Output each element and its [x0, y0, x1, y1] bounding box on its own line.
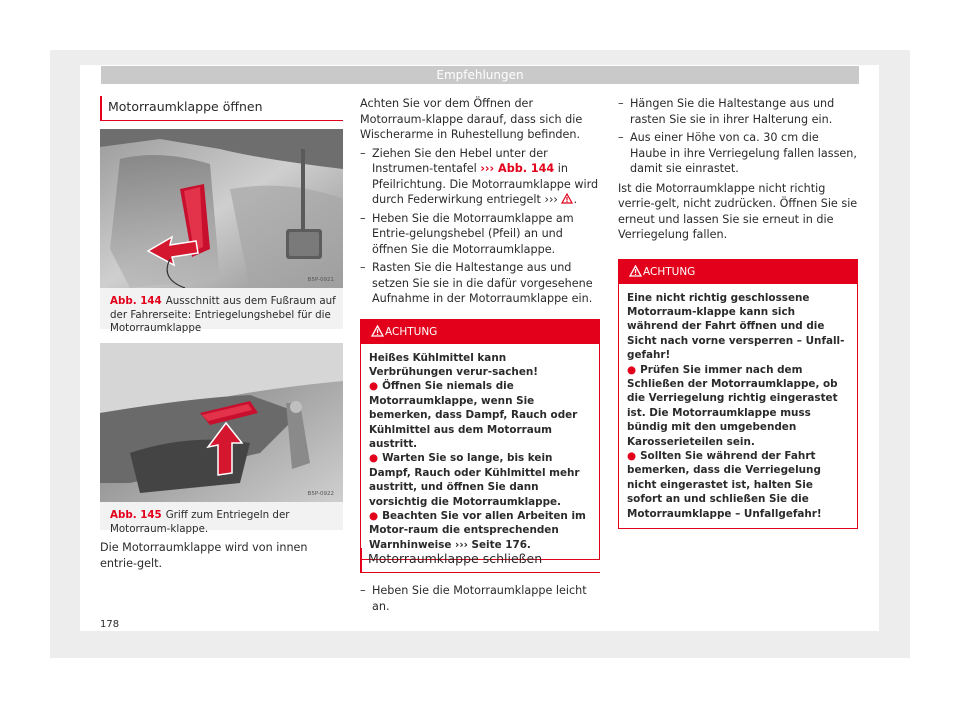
figure-145-label: Abb. 145: [110, 509, 162, 521]
warning-header: [619, 260, 857, 284]
step3-text: Rasten Sie die Haltestange aus und setzen Sie sie in die dafür vorgesehene Aufnahme in der Motorraumklappe ein.: [372, 261, 593, 305]
dash-marker: –: [360, 584, 366, 597]
warning-bullet-text: Beachten Sie vor allen Arbeiten im Motor-raum die entsprechenden Warnhinweise: [369, 509, 586, 551]
dash-marker: –: [360, 146, 366, 160]
warning-title: ACHTUNG: [643, 265, 696, 278]
page-number: 178: [100, 619, 120, 630]
dash-marker: –: [618, 131, 624, 144]
bullet-dot: ●: [369, 380, 379, 393]
figure-145-caption-text: Griff zum Entriegeln der Motorraum-klappe.: [110, 509, 290, 535]
right-column: [618, 96, 858, 529]
section-title-close: [360, 548, 600, 573]
page-176-link[interactable]: ››› Seite 176.: [455, 538, 531, 551]
warning-box-coolant: [360, 319, 600, 561]
left-intro-text: Die Motorraumklappe wird von innen entrie-gelt.: [100, 541, 308, 570]
left-intro: [100, 540, 343, 571]
right-step2-text: Aus einer Höhe von ca. 30 cm die Haube in ihre Verriegelung fallen lassen, damit sie einrastet.: [630, 131, 857, 175]
header-title: Empfehlungen: [436, 68, 524, 82]
section-rule: [102, 120, 343, 121]
figure-145-code: B5P-0922: [307, 491, 334, 497]
bullet-dot: ●: [627, 449, 637, 462]
figure-144-label: Abb. 144: [110, 295, 162, 307]
right-para: Ist die Motorraumklappe nicht richtig verrie-gelt, nicht zudrücken. Öffnen Sie sie erneut und lassen Sie sie erneut in die Verriegelung fallen.: [618, 181, 858, 241]
warning-bullet: [369, 451, 591, 509]
warning-lead: Eine nicht richtig geschlossene Motorraum-klappe kann sich während der Fahrt öffnen und die Sicht nach vorne versperren – Unfall-gefahr!: [627, 291, 845, 362]
warning-triangle-icon: [371, 325, 384, 337]
figure-144-code: B5P-0921: [307, 277, 334, 283]
warning-bullet: [627, 363, 849, 449]
figure-145: [100, 343, 343, 535]
right-step1-text: Hängen Sie die Haltestange aus und rasten Sie sie in ihrer Halterung ein.: [630, 97, 835, 126]
figure-144: [100, 129, 343, 334]
bullet-dot: ●: [369, 509, 379, 522]
section-title-open-text: Motorraumklappe öffnen: [108, 99, 263, 114]
warning-arrow: ›››: [544, 193, 558, 206]
step-pull-lever: – Ziehen Sie den Hebel unter der Instrumen-tentafel ››› Abb. 144 in Pfeilrichtung. Die Motorraumklappe wird durch Federwirkung entriegelt ››› .: [360, 146, 599, 206]
figure-144-caption-text: Ausschnitt aus dem Fußraum auf der Fahrerseite: Entriegelungshebel für die Motorraumklappe: [110, 295, 336, 334]
warning-box-closing: [618, 259, 858, 530]
warning-bullet: [369, 379, 591, 451]
warning-lead: Heißes Kühlmittel kann Verbrühungen verur-sachen!: [369, 351, 539, 378]
dash-marker: –: [618, 97, 624, 110]
release-handle-image: [100, 343, 343, 502]
warning-bullet-text: Warten Sie so lange, bis kein Dampf, Rauch oder Kühlmittel mehr austritt, und öffnen Sie dann vorsichtig die Motorraumklappe.: [369, 452, 580, 508]
warning-body: [619, 284, 857, 529]
warning-bullet-text: Sollten Sie während der Fahrt bemerken, dass die Verriegelung nicht eingerastet ist, halten Sie sofort an und schließen Sie die Motorraumklappe – Unfallgefahr!: [627, 449, 822, 520]
section-title-open: [100, 96, 343, 121]
warning-bullet: [369, 509, 591, 552]
step1-text-a: Ziehen Sie den Hebel unter der Instrumen-tentafel: [372, 146, 548, 175]
section-close-wrapper: [360, 548, 600, 614]
warning-bullet: [627, 449, 849, 521]
warning-header: [361, 320, 599, 344]
warning-triangle-icon: [629, 265, 642, 277]
step1-text-b: in Pfeilrichtung. Die Motorraumklappe wird durch Federwirkung entriegelt: [372, 162, 599, 206]
warning-body: [361, 344, 599, 560]
step-prop-rod: [360, 260, 600, 307]
step-lift-hood: [360, 211, 600, 258]
dash-marker: –: [360, 261, 366, 274]
figure-144-link[interactable]: ››› Abb. 144: [480, 162, 555, 175]
step-lift-slightly: [360, 583, 600, 614]
figure-145-caption: [110, 509, 336, 536]
footwell-lever-image: [100, 129, 343, 288]
section-rule: [362, 572, 600, 573]
header-bar: [101, 66, 859, 84]
step-unhook-rod: [618, 96, 858, 127]
bullet-dot: ●: [369, 452, 379, 465]
step-drop-hood: [618, 130, 858, 177]
dash-marker: –: [360, 211, 366, 225]
warning-title: ACHTUNG: [385, 325, 438, 338]
warning-triangle-icon: [561, 193, 573, 204]
middle-column: [360, 96, 600, 560]
warning-bullet-text: Öffnen Sie niemals die Motorraumklappe, wenn Sie bemerken, dass Dampf, Rauch oder Kühlmittel aus dem Motorraum austritt.: [369, 380, 578, 450]
step2-text: Heben Sie die Motorraumklappe am Entrie-gelungshebel (Pfeil) an und öffnen Sie die Motorraumklappe.: [372, 211, 574, 256]
close-step1-text: Heben Sie die Motorraumklappe leicht an.: [372, 584, 587, 613]
warning-bullet-text: Prüfen Sie immer nach dem Schließen der Motorraumklappe, ob die Verriegelung richtig eingerastet ist. Die Motorraumklappe muss bündig mit den umgebenden Karosserieteilen sein.: [627, 363, 838, 448]
left-column: [100, 96, 343, 121]
figure-144-caption: [110, 295, 336, 336]
middle-intro: Achten Sie vor dem Öffnen der Motorraum-klappe darauf, dass sich die Wischerarme in Ruhestellung befinden.: [360, 97, 583, 141]
section-title-close-text: Motorraumklappe schließen: [368, 551, 543, 566]
bullet-dot: ●: [627, 363, 637, 376]
